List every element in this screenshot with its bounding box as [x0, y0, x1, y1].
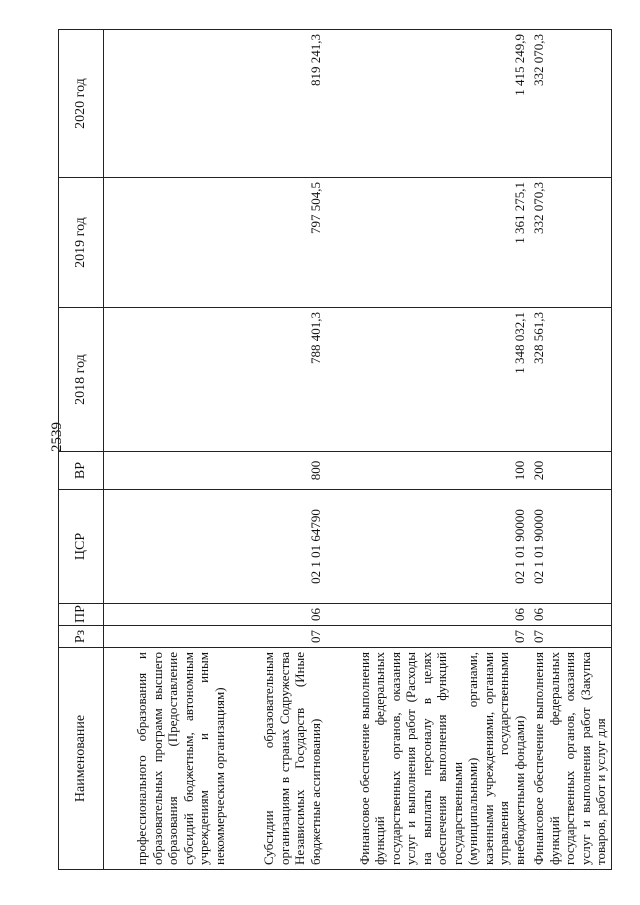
budget-table — [58, 29, 612, 870]
header-csr: ЦСР — [59, 490, 104, 604]
budget-table-container — [58, 30, 608, 870]
row-vr: 800 — [229, 452, 325, 490]
row-2020: 332 070,3 — [529, 30, 611, 178]
row-2020: 819 241,3 — [229, 30, 325, 178]
table-row — [229, 30, 325, 870]
page-number: 2539 — [49, 422, 65, 452]
row-name: профессионального образования и образовательных программ высшего образования (Предоставление субсидий бюджетным, автономным учреждениям и иным некоммерческим организациям) — [104, 648, 230, 870]
row-2018: 788 401,3 — [229, 308, 325, 452]
row-rz: 07 — [529, 626, 611, 648]
row-2018: 328 561,3 — [529, 308, 611, 452]
row-rz: 07 — [325, 626, 529, 648]
header-pr: ПР — [59, 604, 104, 626]
row-csr: 02 1 01 90000 — [529, 490, 611, 604]
table-row — [529, 30, 611, 870]
row-2020: 1 415 249,9 — [325, 30, 529, 178]
table-row — [325, 30, 529, 870]
row-2019 — [104, 178, 230, 308]
row-2019: 1 361 275,1 — [325, 178, 529, 308]
row-rz: 07 — [229, 626, 325, 648]
row-2019: 332 070,3 — [529, 178, 611, 308]
header-2020: 2020 год — [59, 30, 104, 178]
row-name: Финансовое обеспечение выполнения функций федеральных государственных органов, оказания услуг и выполнения работ (Закупка товаров, работ и услуг для — [529, 648, 611, 870]
row-2018 — [104, 308, 230, 452]
row-vr: 200 — [529, 452, 611, 490]
row-pr — [104, 604, 230, 626]
table-row — [104, 30, 230, 870]
row-2018: 1 348 032,1 — [325, 308, 529, 452]
row-pr: 06 — [229, 604, 325, 626]
row-name: Субсидии образовательным организациям в странах Содружества Независимых Государств (Иные бюджетные ассигнования) — [229, 648, 325, 870]
row-csr — [104, 490, 230, 604]
row-rz — [104, 626, 230, 648]
row-2019: 797 504,5 — [229, 178, 325, 308]
header-rz: Рз — [59, 626, 104, 648]
row-pr: 06 — [529, 604, 611, 626]
row-2020 — [104, 30, 230, 178]
header-2018: 2018 год — [59, 308, 104, 452]
header-vr: ВР — [59, 452, 104, 490]
row-vr — [104, 452, 230, 490]
row-name: Финансовое обеспечение выполнения функций федеральных государственных органов, оказания услуг и выполнения работ (Расходы на выплаты персоналу в целях обеспечения выполнения функций государственными (муниципальными) органами, казенными учреждениями, органами управления государственными внебюджетными фондами) — [325, 648, 529, 870]
row-csr: 02 1 01 90000 — [325, 490, 529, 604]
row-csr: 02 1 01 64790 — [229, 490, 325, 604]
header-2019: 2019 год — [59, 178, 104, 308]
row-vr: 100 — [325, 452, 529, 490]
row-pr: 06 — [325, 604, 529, 626]
header-row — [59, 30, 104, 870]
header-name: Наименование — [59, 648, 104, 870]
